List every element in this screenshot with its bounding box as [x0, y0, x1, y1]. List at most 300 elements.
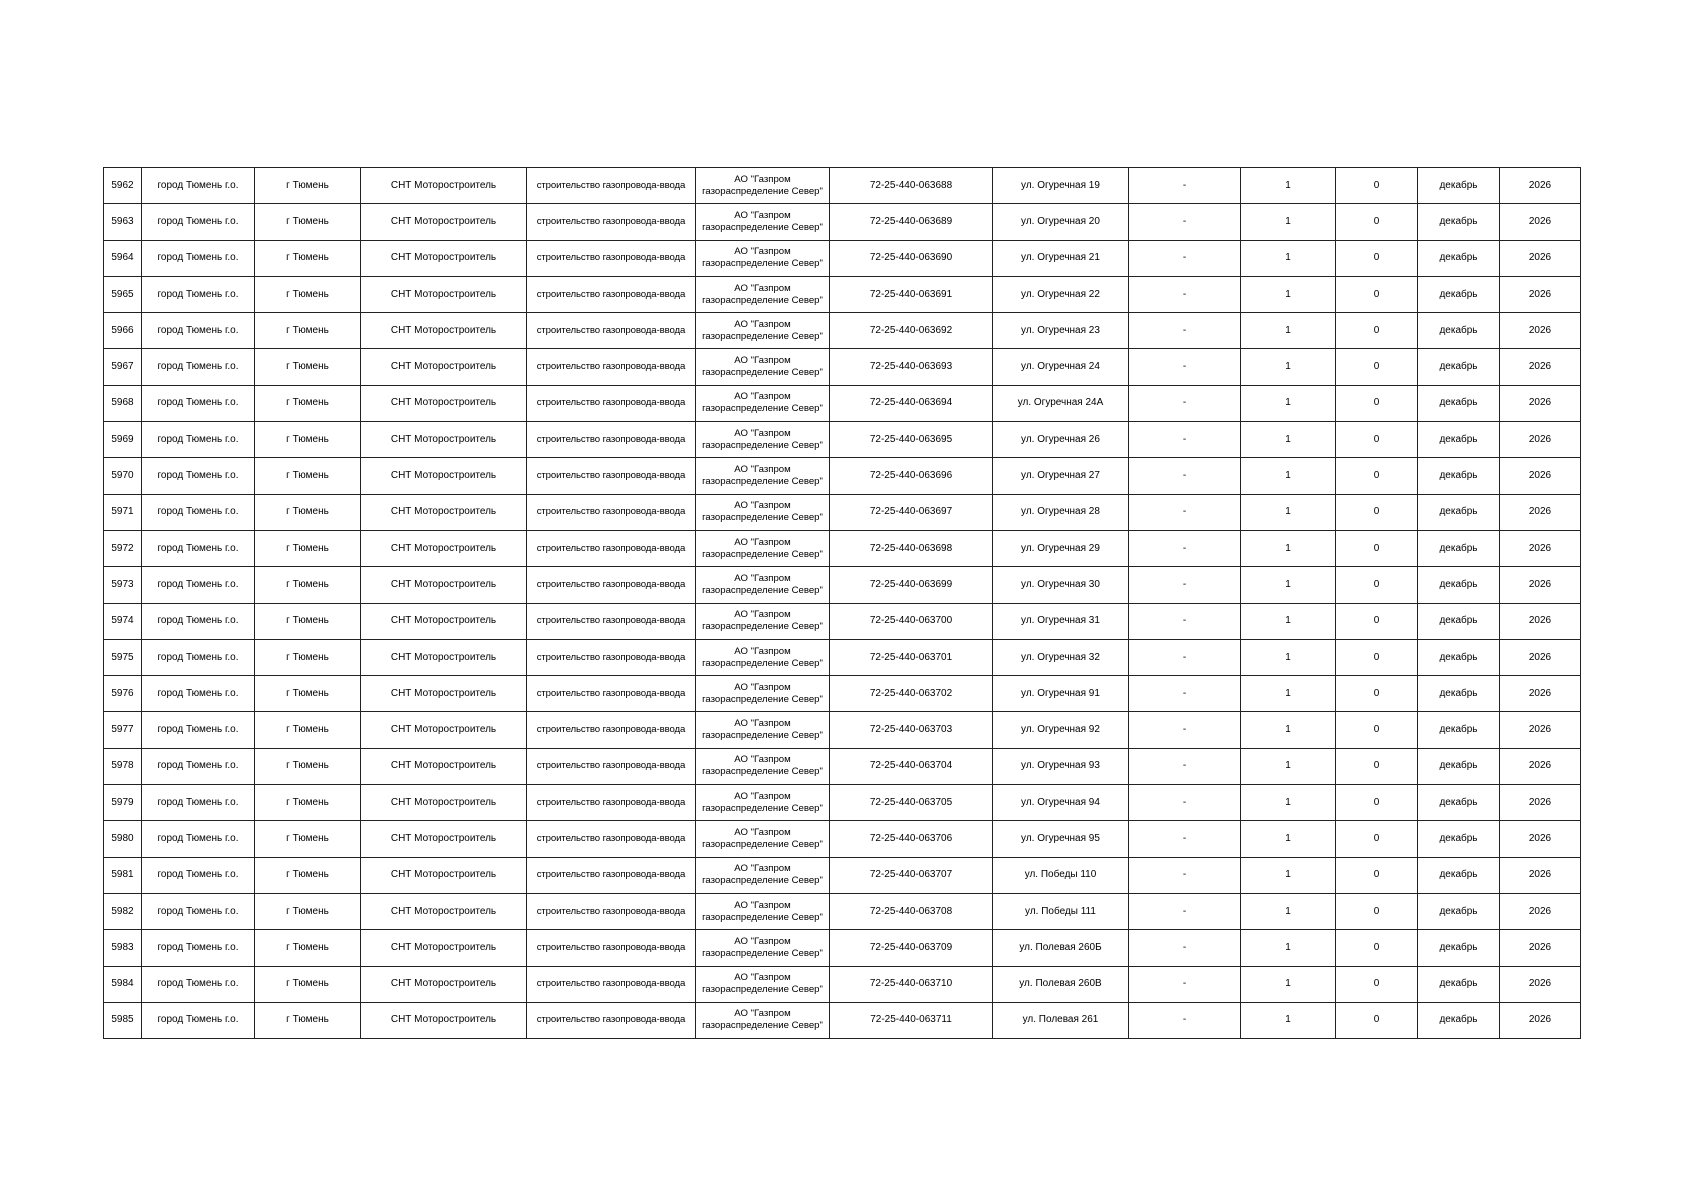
cell-id: 5985 — [104, 1002, 142, 1038]
cell-cadastral-number: 72-25-440-063695 — [830, 422, 993, 458]
cell-count-2: 0 — [1336, 857, 1418, 893]
cell-dash: - — [1129, 785, 1241, 821]
cell-count-2: 0 — [1336, 168, 1418, 204]
cell-count-1: 1 — [1241, 1002, 1336, 1038]
organization-line-2: газораспределение Север" — [702, 875, 823, 887]
cell-work-type: строительство газопровода-ввода — [527, 966, 696, 1002]
cell-count-1: 1 — [1241, 676, 1336, 712]
cell-dash: - — [1129, 748, 1241, 784]
cell-city: г Тюмень — [255, 857, 361, 893]
cell-city: г Тюмень — [255, 639, 361, 675]
cell-count-1: 1 — [1241, 385, 1336, 421]
cell-month: декабрь — [1418, 567, 1500, 603]
cell-count-2: 0 — [1336, 893, 1418, 929]
cell-month: декабрь — [1418, 385, 1500, 421]
cell-district: город Тюмень г.о. — [142, 494, 255, 530]
cell-snt: СНТ Моторостроитель — [361, 748, 527, 784]
cell-year: 2026 — [1500, 168, 1581, 204]
cell-count-1: 1 — [1241, 712, 1336, 748]
organization-line-1: АО "Газпром — [734, 173, 791, 185]
cell-address: ул. Огуречная 31 — [993, 603, 1129, 639]
cell-count-1: 1 — [1241, 422, 1336, 458]
cell-cadastral-number: 72-25-440-063703 — [830, 712, 993, 748]
cell-count-1: 1 — [1241, 748, 1336, 784]
table-row — [104, 204, 1581, 240]
organization-line-2: газораспределение Север" — [702, 584, 823, 596]
table-row — [104, 313, 1581, 349]
cell-year: 2026 — [1500, 567, 1581, 603]
cell-month: декабрь — [1418, 639, 1500, 675]
cell-district: город Тюмень г.о. — [142, 930, 255, 966]
cell-address: ул. Огуречная 19 — [993, 168, 1129, 204]
cell-id: 5981 — [104, 857, 142, 893]
cell-dash: - — [1129, 530, 1241, 566]
cell-id: 5963 — [104, 204, 142, 240]
cell-month: декабрь — [1418, 422, 1500, 458]
cell-id: 5972 — [104, 530, 142, 566]
table-row — [104, 712, 1581, 748]
organization-line-1: АО "Газпром — [734, 209, 791, 221]
cell-snt: СНТ Моторостроитель — [361, 567, 527, 603]
cell-district: город Тюмень г.о. — [142, 1002, 255, 1038]
cell-address: ул. Полевая 261 — [993, 1002, 1129, 1038]
cell-id: 5965 — [104, 276, 142, 312]
cell-district: город Тюмень г.о. — [142, 603, 255, 639]
cell-id: 5979 — [104, 785, 142, 821]
cell-count-2: 0 — [1336, 712, 1418, 748]
cell-dash: - — [1129, 857, 1241, 893]
cell-id: 5969 — [104, 422, 142, 458]
organization-line-2: газораспределение Север" — [702, 693, 823, 705]
cell-city: г Тюмень — [255, 349, 361, 385]
cell-id: 5966 — [104, 313, 142, 349]
cell-organization — [696, 639, 830, 675]
organization-line-2: газораспределение Север" — [702, 221, 823, 233]
cell-cadastral-number: 72-25-440-063710 — [830, 966, 993, 1002]
cell-work-type: строительство газопровода-ввода — [527, 168, 696, 204]
cell-count-1: 1 — [1241, 530, 1336, 566]
organization-line-2: газораспределение Север" — [702, 476, 823, 488]
cell-snt: СНТ Моторостроитель — [361, 603, 527, 639]
cell-address: ул. Огуречная 23 — [993, 313, 1129, 349]
cell-count-2: 0 — [1336, 567, 1418, 603]
cell-year: 2026 — [1500, 603, 1581, 639]
organization-line-2: газораспределение Север" — [702, 439, 823, 451]
cell-count-2: 0 — [1336, 313, 1418, 349]
table-row — [104, 821, 1581, 857]
organization-line-1: АО "Газпром — [734, 500, 791, 512]
cell-month: декабрь — [1418, 276, 1500, 312]
cell-month: декабрь — [1418, 712, 1500, 748]
cell-snt: СНТ Моторостроитель — [361, 349, 527, 385]
cell-work-type: строительство газопровода-ввода — [527, 676, 696, 712]
cell-district: город Тюмень г.о. — [142, 313, 255, 349]
organization-line-1: АО "Газпром — [734, 790, 791, 802]
cell-snt: СНТ Моторостроитель — [361, 821, 527, 857]
cell-address: ул. Огуречная 29 — [993, 530, 1129, 566]
organization-line-2: газораспределение Север" — [702, 838, 823, 850]
cell-count-2: 0 — [1336, 385, 1418, 421]
cell-district: город Тюмень г.о. — [142, 567, 255, 603]
cell-id: 5975 — [104, 639, 142, 675]
cell-count-1: 1 — [1241, 966, 1336, 1002]
cell-year: 2026 — [1500, 966, 1581, 1002]
table-row — [104, 276, 1581, 312]
cell-organization — [696, 494, 830, 530]
cell-year: 2026 — [1500, 458, 1581, 494]
cell-snt: СНТ Моторостроитель — [361, 857, 527, 893]
organization-line-2: газораспределение Север" — [702, 657, 823, 669]
cell-organization — [696, 204, 830, 240]
cell-year: 2026 — [1500, 204, 1581, 240]
cell-id: 5974 — [104, 603, 142, 639]
organization-line-1: АО "Газпром — [734, 427, 791, 439]
cell-dash: - — [1129, 240, 1241, 276]
cell-dash: - — [1129, 676, 1241, 712]
cell-address: ул. Огуречная 27 — [993, 458, 1129, 494]
cell-cadastral-number: 72-25-440-063700 — [830, 603, 993, 639]
cell-cadastral-number: 72-25-440-063699 — [830, 567, 993, 603]
cell-year: 2026 — [1500, 748, 1581, 784]
cell-count-1: 1 — [1241, 240, 1336, 276]
cell-year: 2026 — [1500, 1002, 1581, 1038]
cell-work-type: строительство газопровода-ввода — [527, 639, 696, 675]
cell-id: 5984 — [104, 966, 142, 1002]
cell-dash: - — [1129, 930, 1241, 966]
cell-city: г Тюмень — [255, 966, 361, 1002]
cell-count-1: 1 — [1241, 204, 1336, 240]
cell-organization — [696, 567, 830, 603]
cell-dash: - — [1129, 204, 1241, 240]
cell-work-type: строительство газопровода-ввода — [527, 422, 696, 458]
cell-district: город Тюмень г.о. — [142, 966, 255, 1002]
cell-district: город Тюмень г.о. — [142, 893, 255, 929]
cell-organization — [696, 530, 830, 566]
cell-work-type: строительство газопровода-ввода — [527, 821, 696, 857]
cell-cadastral-number: 72-25-440-063708 — [830, 893, 993, 929]
cell-work-type: строительство газопровода-ввода — [527, 204, 696, 240]
cell-district: город Тюмень г.о. — [142, 168, 255, 204]
cell-city: г Тюмень — [255, 168, 361, 204]
organization-line-2: газораспределение Север" — [702, 766, 823, 778]
cell-dash: - — [1129, 349, 1241, 385]
cell-work-type: строительство газопровода-ввода — [527, 857, 696, 893]
cell-year: 2026 — [1500, 821, 1581, 857]
organization-line-2: газораспределение Север" — [702, 403, 823, 415]
cell-dash: - — [1129, 567, 1241, 603]
table-row — [104, 422, 1581, 458]
cell-cadastral-number: 72-25-440-063702 — [830, 676, 993, 712]
cell-id: 5980 — [104, 821, 142, 857]
cell-year: 2026 — [1500, 857, 1581, 893]
cell-cadastral-number: 72-25-440-063697 — [830, 494, 993, 530]
table-row — [104, 893, 1581, 929]
cell-work-type: строительство газопровода-ввода — [527, 458, 696, 494]
cell-work-type: строительство газопровода-ввода — [527, 748, 696, 784]
table-row — [104, 530, 1581, 566]
cell-address: ул. Огуречная 91 — [993, 676, 1129, 712]
cell-dash: - — [1129, 639, 1241, 675]
cell-city: г Тюмень — [255, 1002, 361, 1038]
cell-organization — [696, 168, 830, 204]
cell-count-2: 0 — [1336, 785, 1418, 821]
cell-count-2: 0 — [1336, 821, 1418, 857]
cell-work-type: строительство газопровода-ввода — [527, 567, 696, 603]
cell-month: декабрь — [1418, 530, 1500, 566]
cell-count-2: 0 — [1336, 639, 1418, 675]
cell-year: 2026 — [1500, 240, 1581, 276]
cell-count-1: 1 — [1241, 857, 1336, 893]
cell-address: ул. Победы 111 — [993, 893, 1129, 929]
cell-organization — [696, 966, 830, 1002]
table-row — [104, 857, 1581, 893]
cell-organization — [696, 276, 830, 312]
cell-snt: СНТ Моторостроитель — [361, 494, 527, 530]
cell-year: 2026 — [1500, 313, 1581, 349]
table-row — [104, 349, 1581, 385]
cell-organization — [696, 458, 830, 494]
cell-snt: СНТ Моторостроитель — [361, 712, 527, 748]
cell-work-type: строительство газопровода-ввода — [527, 313, 696, 349]
cell-address: ул. Огуречная 22 — [993, 276, 1129, 312]
cell-city: г Тюмень — [255, 240, 361, 276]
cell-cadastral-number: 72-25-440-063698 — [830, 530, 993, 566]
cell-dash: - — [1129, 313, 1241, 349]
table-row — [104, 930, 1581, 966]
organization-line-1: АО "Газпром — [734, 681, 791, 693]
cell-organization — [696, 385, 830, 421]
cell-work-type: строительство газопровода-ввода — [527, 603, 696, 639]
cell-count-2: 0 — [1336, 240, 1418, 276]
table-row — [104, 785, 1581, 821]
cell-city: г Тюмень — [255, 712, 361, 748]
cell-count-1: 1 — [1241, 349, 1336, 385]
organization-line-2: газораспределение Север" — [702, 1020, 823, 1032]
cell-month: декабрь — [1418, 204, 1500, 240]
cell-count-1: 1 — [1241, 639, 1336, 675]
cell-count-2: 0 — [1336, 930, 1418, 966]
cell-year: 2026 — [1500, 385, 1581, 421]
cell-id: 5970 — [104, 458, 142, 494]
cell-count-2: 0 — [1336, 494, 1418, 530]
cell-dash: - — [1129, 385, 1241, 421]
table-row — [104, 748, 1581, 784]
cell-dash: - — [1129, 168, 1241, 204]
cell-cadastral-number: 72-25-440-063692 — [830, 313, 993, 349]
cell-count-1: 1 — [1241, 821, 1336, 857]
cell-work-type: строительство газопровода-ввода — [527, 530, 696, 566]
cell-month: декабрь — [1418, 930, 1500, 966]
cell-city: г Тюмень — [255, 676, 361, 712]
cell-organization — [696, 422, 830, 458]
organization-line-2: газораспределение Север" — [702, 947, 823, 959]
cell-city: г Тюмень — [255, 530, 361, 566]
cell-work-type: строительство газопровода-ввода — [527, 785, 696, 821]
organization-line-1: АО "Газпром — [734, 572, 791, 584]
cell-dash: - — [1129, 893, 1241, 929]
cell-organization — [696, 748, 830, 784]
cell-month: декабрь — [1418, 893, 1500, 929]
table-row — [104, 1002, 1581, 1038]
cell-address: ул. Полевая 260Б — [993, 930, 1129, 966]
cell-count-2: 0 — [1336, 349, 1418, 385]
organization-line-1: АО "Газпром — [734, 464, 791, 476]
cell-city: г Тюмень — [255, 422, 361, 458]
cell-city: г Тюмень — [255, 385, 361, 421]
cell-work-type: строительство газопровода-ввода — [527, 1002, 696, 1038]
cell-district: город Тюмень г.о. — [142, 748, 255, 784]
cell-month: декабрь — [1418, 349, 1500, 385]
cell-month: декабрь — [1418, 313, 1500, 349]
cell-year: 2026 — [1500, 494, 1581, 530]
cell-count-1: 1 — [1241, 458, 1336, 494]
cell-organization — [696, 857, 830, 893]
cell-district: город Тюмень г.о. — [142, 349, 255, 385]
cell-city: г Тюмень — [255, 748, 361, 784]
cell-count-2: 0 — [1336, 422, 1418, 458]
cell-month: декабрь — [1418, 1002, 1500, 1038]
cell-count-1: 1 — [1241, 276, 1336, 312]
cell-address: ул. Огуречная 28 — [993, 494, 1129, 530]
cell-id: 5962 — [104, 168, 142, 204]
organization-line-1: АО "Газпром — [734, 718, 791, 730]
cell-city: г Тюмень — [255, 204, 361, 240]
organization-line-1: АО "Газпром — [734, 282, 791, 294]
cell-count-2: 0 — [1336, 676, 1418, 712]
cell-count-2: 0 — [1336, 276, 1418, 312]
cell-snt: СНТ Моторостроитель — [361, 966, 527, 1002]
cell-snt: СНТ Моторостроитель — [361, 639, 527, 675]
cell-cadastral-number: 72-25-440-063691 — [830, 276, 993, 312]
table-row — [104, 603, 1581, 639]
table-row — [104, 639, 1581, 675]
cell-count-2: 0 — [1336, 458, 1418, 494]
cell-cadastral-number: 72-25-440-063706 — [830, 821, 993, 857]
cell-month: декабрь — [1418, 240, 1500, 276]
cell-cadastral-number: 72-25-440-063709 — [830, 930, 993, 966]
cell-address: ул. Огуречная 26 — [993, 422, 1129, 458]
cell-snt: СНТ Моторостроитель — [361, 168, 527, 204]
cell-dash: - — [1129, 276, 1241, 312]
table-row — [104, 385, 1581, 421]
cell-count-1: 1 — [1241, 603, 1336, 639]
cell-district: город Тюмень г.о. — [142, 530, 255, 566]
cell-district: город Тюмень г.о. — [142, 458, 255, 494]
cell-year: 2026 — [1500, 639, 1581, 675]
cell-count-1: 1 — [1241, 893, 1336, 929]
cell-count-2: 0 — [1336, 966, 1418, 1002]
cell-count-1: 1 — [1241, 567, 1336, 603]
cell-cadastral-number: 72-25-440-063688 — [830, 168, 993, 204]
table-body — [104, 168, 1581, 1039]
cell-work-type: строительство газопровода-ввода — [527, 712, 696, 748]
cell-year: 2026 — [1500, 530, 1581, 566]
cell-cadastral-number: 72-25-440-063694 — [830, 385, 993, 421]
cell-address: ул. Огуречная 20 — [993, 204, 1129, 240]
cell-city: г Тюмень — [255, 313, 361, 349]
cell-id: 5967 — [104, 349, 142, 385]
cell-cadastral-number: 72-25-440-063693 — [830, 349, 993, 385]
cell-month: декабрь — [1418, 458, 1500, 494]
cell-address: ул. Огуречная 95 — [993, 821, 1129, 857]
cell-snt: СНТ Моторостроитель — [361, 785, 527, 821]
organization-line-1: АО "Газпром — [734, 318, 791, 330]
cell-organization — [696, 893, 830, 929]
cell-district: город Тюмень г.о. — [142, 821, 255, 857]
cell-month: декабрь — [1418, 821, 1500, 857]
organization-line-1: АО "Газпром — [734, 863, 791, 875]
cell-id: 5982 — [104, 893, 142, 929]
cell-snt: СНТ Моторостроитель — [361, 276, 527, 312]
cell-snt: СНТ Моторостроитель — [361, 204, 527, 240]
cell-address: ул. Огуречная 30 — [993, 567, 1129, 603]
table-row — [104, 676, 1581, 712]
cell-city: г Тюмень — [255, 276, 361, 312]
cell-snt: СНТ Моторостроитель — [361, 930, 527, 966]
cell-address: ул. Огуречная 24 — [993, 349, 1129, 385]
cell-organization — [696, 240, 830, 276]
cell-month: декабрь — [1418, 603, 1500, 639]
cell-work-type: строительство газопровода-ввода — [527, 349, 696, 385]
organization-line-1: АО "Газпром — [734, 609, 791, 621]
cell-district: город Тюмень г.о. — [142, 385, 255, 421]
organization-line-2: газораспределение Север" — [702, 984, 823, 996]
cell-month: декабрь — [1418, 494, 1500, 530]
cell-year: 2026 — [1500, 676, 1581, 712]
cell-dash: - — [1129, 494, 1241, 530]
cell-city: г Тюмень — [255, 603, 361, 639]
cell-city: г Тюмень — [255, 893, 361, 929]
cell-organization — [696, 821, 830, 857]
cell-id: 5983 — [104, 930, 142, 966]
cell-snt: СНТ Моторостроитель — [361, 422, 527, 458]
cell-district: город Тюмень г.о. — [142, 204, 255, 240]
cell-district: город Тюмень г.о. — [142, 712, 255, 748]
table-row — [104, 494, 1581, 530]
cell-cadastral-number: 72-25-440-063711 — [830, 1002, 993, 1038]
cell-year: 2026 — [1500, 349, 1581, 385]
cell-address: ул. Полевая 260В — [993, 966, 1129, 1002]
cell-month: декабрь — [1418, 857, 1500, 893]
cell-count-2: 0 — [1336, 748, 1418, 784]
organization-line-1: АО "Газпром — [734, 826, 791, 838]
cell-cadastral-number: 72-25-440-063690 — [830, 240, 993, 276]
cell-month: декабрь — [1418, 966, 1500, 1002]
organization-line-2: газораспределение Север" — [702, 294, 823, 306]
cell-year: 2026 — [1500, 276, 1581, 312]
cell-year: 2026 — [1500, 712, 1581, 748]
cell-snt: СНТ Моторостроитель — [361, 676, 527, 712]
organization-line-2: газораспределение Север" — [702, 258, 823, 270]
cell-address: ул. Огуречная 24А — [993, 385, 1129, 421]
cell-district: город Тюмень г.о. — [142, 276, 255, 312]
cell-work-type: строительство газопровода-ввода — [527, 385, 696, 421]
cell-year: 2026 — [1500, 893, 1581, 929]
cell-cadastral-number: 72-25-440-063704 — [830, 748, 993, 784]
organization-line-2: газораспределение Север" — [702, 911, 823, 923]
cell-dash: - — [1129, 422, 1241, 458]
cell-work-type: строительство газопровода-ввода — [527, 276, 696, 312]
cell-snt: СНТ Моторостроитель — [361, 458, 527, 494]
cell-city: г Тюмень — [255, 930, 361, 966]
cell-organization — [696, 603, 830, 639]
cell-city: г Тюмень — [255, 785, 361, 821]
cell-count-1: 1 — [1241, 785, 1336, 821]
cell-work-type: строительство газопровода-ввода — [527, 930, 696, 966]
organization-line-2: газораспределение Север" — [702, 330, 823, 342]
organization-line-2: газораспределение Север" — [702, 730, 823, 742]
cell-district: город Тюмень г.о. — [142, 639, 255, 675]
